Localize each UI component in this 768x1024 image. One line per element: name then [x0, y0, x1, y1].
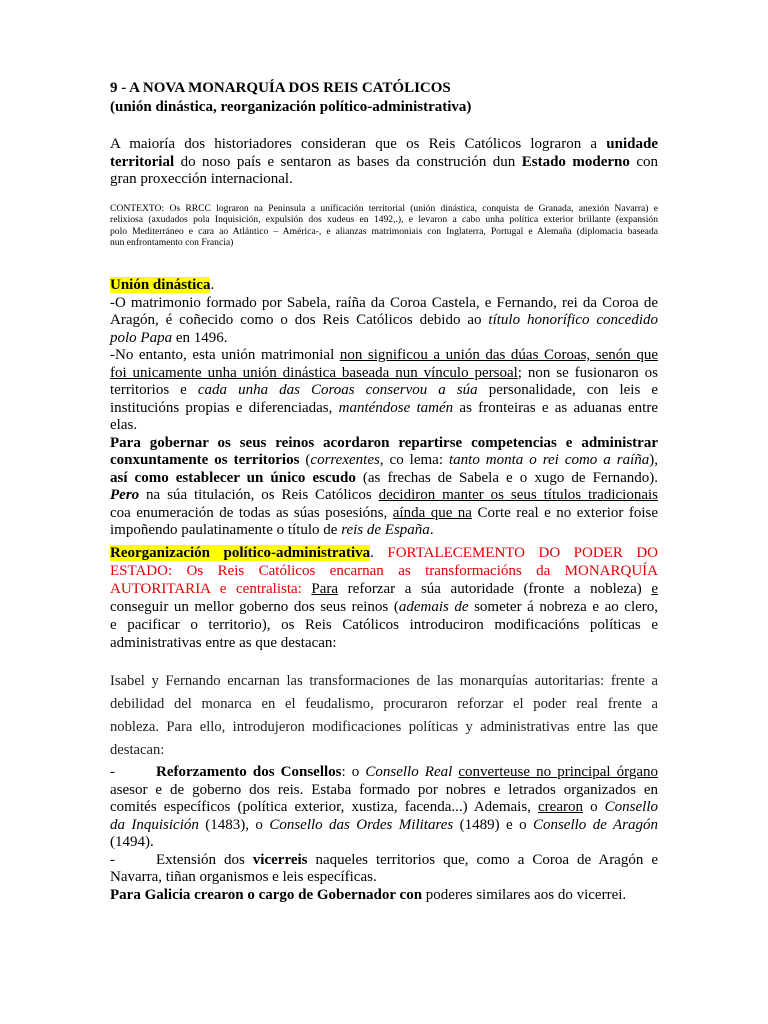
context-note: CONTEXTO: Os RRCC lograron na Península a unificación territorial (unión dinástica, conquista de Granada, anexión Navarra) e relixiosa (axudados pola Inquisición, expulsión dos xudeus en 1492,.), e levaron a cabo unha política exterior brillante (expansión polo Mediterráneo e cara ao Atlántico – América-, e alianzas matrimoniais con Inglaterra, Portugal e Alemaña (diplomacia baseada nun enfrontamento con Francia) — [110, 203, 658, 248]
section-union-dinastica: Unión dinástica. -O matrimonio formado por Sabela, raíña da Coroa Castela, e Fernando, rei da Coroa de Aragón, é coñecido como o dos Reis Católicos debido ao título honorífico concedido polo Papa en 1496. -No entanto, esta unión matrimonial non significou a unión das dúas Coroas, senón que foi unicamente unha unión dinástica baseada nun vínculo persoal; non se fusionaron os territorios e cada unha das Coroas conservou a súa personalidade, con leis e institucións propias e diferenciadas, manténdose tamén as fronteiras e as aduanas entre elas. Para gobernar os seus reinos acordaron repartirse competencias e administrar conxuntamente os territorios (correxentes, co lema: tanto monta o rei como a raíña), así como establecer un único escudo (as frechas de Sabela e o xugo de Fernando). Pero na súa titulación, os Reis Católicos decidiron manter os seus títulos tradicionais coa enumeración de todas as súas posesións, aínda que na Corte real e no exterior foise impoñendo paulatinamente o título de reis de España. — [110, 277, 659, 538]
section-reorganizacion: Reorganización político-administrativa. FORTALECEMENTO DO PODER DO ESTADO: Os Reis Católicos encarnan as transformacións da MONARQUÍA AUTORITARIA e centralista: Para reforzar a súa autoridade (fronte a nobleza) e conseguir un mellor goberno dos seus reinos (ademais de someter á nobreza e ao clero, e pacificar o territorio), os Reis Católicos introduciron modificacións políticas e administrativas entre as que destacan: — [110, 545, 659, 651]
title-line-1: 9 - A NOVA MONARQUÍA DOS REIS CATÓLICOS — [110, 80, 451, 96]
title-line-2: (unión dinástica, reorganización político-administrativa) — [110, 99, 472, 115]
reforms-list: - Reforzamento dos Consellos: o Consello Real converteuse no principal órgano asesor e de goberno dos reis. Estaba formado por nobres e letrados organizados en comités específicos (política exterior, xustiza, facenda...) Ademais, crearon o Consello da Inquisición (1483), o Consello das Ordes Militares (1489) e o Consello de Aragón (1494). - Extensión dos vicerreis naqueles territorios que, como a Coroa de Aragón e Navarra, tiñan organismos e leis específicas. Para Galicia crearon o cargo de Gobernador con poderes similares aos do vicerrei. — [110, 764, 658, 903]
list-item: - Reforzamento dos Consellos: o Consello Real converteuse no principal órgano — [110, 764, 658, 780]
intro-paragraph: A maioría dos historiadores consideran que os Reis Católicos lograron a unidade territorial do noso país e sentaron as bases da construción dun Estado moderno con gran proxección internacional. — [110, 136, 658, 187]
reorg-heading: Reorganización político-administrativa — [110, 545, 371, 561]
list-item: - Extensión dos vicerreis naqueles territorios que, como a Coroa de Aragón e — [110, 851, 658, 868]
page-title — [110, 79, 658, 117]
union-heading: Unión dinástica — [110, 277, 211, 293]
spanish-paragraph: Isabel y Fernando encarnan las transformaciones de las monarquías autoritarias: frente a debilidad del monarca en el feudalismo, procuraron reforzar el poder real frente a nobleza. Para ello, introdujeron modificaciones políticas y administrativas entre las que destacan: — [110, 673, 658, 758]
